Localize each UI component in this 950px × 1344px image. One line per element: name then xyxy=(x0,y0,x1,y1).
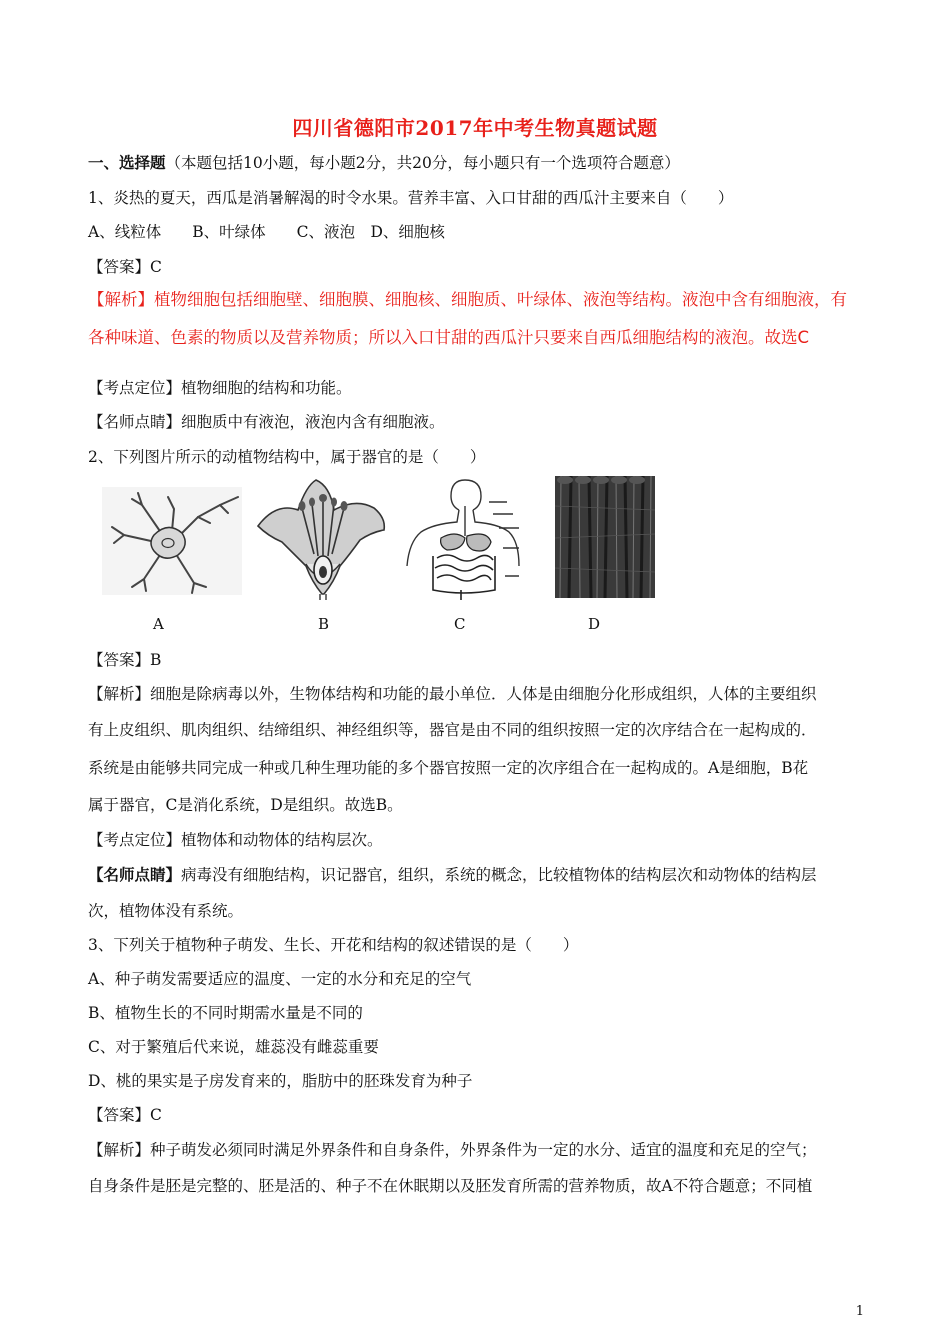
figure-d xyxy=(555,476,655,598)
q2-tip-label: 【名师点睛】 xyxy=(88,865,182,884)
q1-point-text: 植物细胞的结构和功能。 xyxy=(181,379,352,397)
flower-icon xyxy=(254,478,392,600)
neuron-icon xyxy=(102,487,242,595)
q1-tip xyxy=(88,412,445,432)
muscle-tissue-icon xyxy=(555,476,655,598)
q2-point-text: 植物体和动物体的结构层次。 xyxy=(181,831,383,849)
figure-b xyxy=(254,478,392,600)
page-title: 四川省德阳市2017年中考生物真题试题 xyxy=(292,116,658,140)
figure-d-label: D xyxy=(588,615,601,633)
q2-point-label: 【考点定位】 xyxy=(88,831,182,849)
q1-point xyxy=(88,378,352,398)
section-heading-label: 一、选择题 xyxy=(88,153,166,172)
q2-analysis-line1: 【解析】细胞是除病毒以外，生物体结构和功能的最小单位．人体是由细胞分化形成组织，人体的主要组织 xyxy=(88,685,817,703)
q3-option-a: A、种子萌发需要适应的温度、一定的水分和充足的空气 xyxy=(88,970,472,988)
q2-point xyxy=(88,830,383,850)
q1-tip-label: 【名师点睛】 xyxy=(88,413,182,431)
section-heading xyxy=(88,153,680,173)
figure-a xyxy=(102,487,242,595)
figure-a-label: A xyxy=(153,615,164,633)
q1-point-label: 【考点定位】 xyxy=(88,379,182,397)
page-number: 1 xyxy=(855,1304,864,1319)
q1-analysis-line1: 【解析】植物细胞包括细胞壁、细胞膜、细胞核、细胞质、叶绿体、液泡等结构。液泡中含有细胞液，有 xyxy=(88,290,847,309)
q1-tip-text: 细胞质中有液泡，液泡内含有细胞液。 xyxy=(181,413,445,431)
figure-c xyxy=(403,476,523,600)
q3-analysis-line1: 【解析】种子萌发必须同时满足外界条件和自身条件，外界条件为一定的水分、适宜的温度和充足的空气； xyxy=(88,1141,817,1159)
figure-c-label: C xyxy=(454,615,466,633)
digestive-system-icon xyxy=(403,476,523,600)
q1-analysis-line2: 各种味道、色素的物质以及营养物质；所以入口甘甜的西瓜汁只要来自西瓜细胞结构的液泡。故选C xyxy=(88,328,810,347)
figure-b-label: B xyxy=(318,615,330,633)
q3-option-b: B、植物生长的不同时期需水量是不同的 xyxy=(88,1004,363,1022)
q3-answer: 【答案】C xyxy=(88,1106,162,1124)
q3-option-c: C、对于繁殖后代来说，雄蕊没有雌蕊重要 xyxy=(88,1038,379,1056)
q2-tip-text: 病毒没有细胞结构，识记器官，组织，系统的概念，比较植物体的结构层次和动物体的结构层 xyxy=(181,866,817,884)
q2-tip-line2: 次，植物体没有系统。 xyxy=(88,902,244,920)
q2-answer: 【答案】B xyxy=(88,651,162,669)
q3-stem: 3、下列关于植物种子萌发、生长、开花和结构的叙述错误的是（ ） xyxy=(88,936,579,954)
section-note: （本题包括10小题，每小题2分，共20分，每小题只有一个选项符合题意） xyxy=(165,154,680,172)
q1-stem: 1、炎热的夏天，西瓜是消暑解渴的时令水果。营养丰富、入口甘甜的西瓜汁主要来自（ ） xyxy=(88,189,734,207)
q2-tip-line1 xyxy=(88,865,817,885)
q1-answer: 【答案】C xyxy=(88,258,162,276)
q2-stem: 2、下列图片所示的动植物结构中，属于器官的是（ ） xyxy=(88,448,486,466)
q2-analysis-line3: 系统是由能够共同完成一种或几种生理功能的多个器官按照一定的次序组合在一起构成的。A是细胞，B花 xyxy=(88,759,809,777)
q2-analysis-line2: 有上皮组织、肌肉组织、结缔组织、神经组织等，器官是由不同的组织按照一定的次序结合在一起构成的． xyxy=(88,721,817,739)
q1-options: A、线粒体 B、叶绿体 C、液泡 D、细胞核 xyxy=(88,223,445,241)
q2-analysis-line4: 属于器官，C是消化系统，D是组织。故选B。 xyxy=(88,796,403,814)
q3-analysis-line2: 自身条件是胚是完整的、胚是活的、种子不在休眠期以及胚发育所需的营养物质，故A不符合题意；不同植 xyxy=(88,1177,813,1195)
q3-option-d: D、桃的果实是子房发育来的，脂肪中的胚珠发育为种子 xyxy=(88,1072,473,1090)
